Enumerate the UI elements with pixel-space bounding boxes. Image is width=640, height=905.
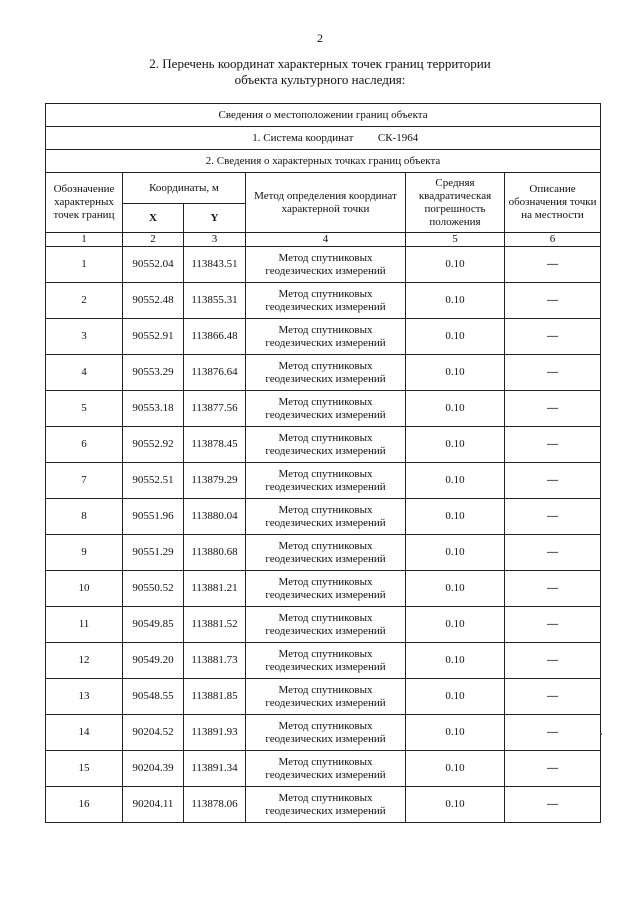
coord-x: 90551.29 (123, 535, 184, 571)
table-row (46, 535, 601, 571)
table-row (46, 463, 601, 499)
table-row (46, 571, 601, 607)
method: Метод спутниковых геодезических измерений (246, 499, 406, 535)
method: Метод спутниковых геодезических измерений (246, 427, 406, 463)
table-row (46, 751, 601, 787)
coord-system-label: 1. Система координат (252, 131, 354, 144)
table-row (46, 427, 601, 463)
coord-x: 90552.92 (123, 427, 184, 463)
coord-y: 113843.51 (184, 247, 246, 283)
stray-dot (600, 733, 602, 735)
point-number: 14 (46, 715, 123, 751)
column-number: 4 (246, 233, 406, 247)
coord-x: 90549.20 (123, 643, 184, 679)
table-row (46, 607, 601, 643)
error: 0.10 (406, 679, 505, 715)
method: Метод спутниковых геодезических измерений (246, 715, 406, 751)
point-number: 1 (46, 247, 123, 283)
coord-x: 90204.39 (123, 751, 184, 787)
section-heading (100, 56, 540, 88)
error: 0.10 (406, 643, 505, 679)
coord-y: 113881.73 (184, 643, 246, 679)
method: Метод спутниковых геодезических измерений (246, 751, 406, 787)
method: Метод спутниковых геодезических измерений (246, 643, 406, 679)
coord-y: 113855.31 (184, 283, 246, 319)
point-number: 4 (46, 355, 123, 391)
point-number: 6 (46, 427, 123, 463)
coordinates-table (45, 103, 601, 823)
coord-y: 113880.04 (184, 499, 246, 535)
table-row (46, 283, 601, 319)
section-heading-line-1: 2. Перечень координат характерных точек границ территории (149, 56, 491, 71)
description: — (505, 787, 601, 823)
point-number: 16 (46, 787, 123, 823)
error: 0.10 (406, 571, 505, 607)
table-row (46, 391, 601, 427)
coord-x: 90204.52 (123, 715, 184, 751)
coord-y: 113891.93 (184, 715, 246, 751)
header-designation: Обозначение характерных точек границ (46, 173, 123, 233)
table-row (46, 247, 601, 283)
header-description: Описание обозначения точки на местности (505, 173, 601, 233)
table-title: Сведения о местоположении границ объекта (46, 104, 601, 127)
point-number: 15 (46, 751, 123, 787)
coord-x: 90549.85 (123, 607, 184, 643)
coord-y: 113876.64 (184, 355, 246, 391)
table-row (46, 679, 601, 715)
error: 0.10 (406, 463, 505, 499)
description: — (505, 751, 601, 787)
header-method: Метод определения координат характерной точки (246, 173, 406, 233)
point-number: 2 (46, 283, 123, 319)
method: Метод спутниковых геодезических измерений (246, 247, 406, 283)
method: Метод спутниковых геодезических измерений (246, 463, 406, 499)
points-section-row (46, 150, 601, 173)
error: 0.10 (406, 283, 505, 319)
point-number: 12 (46, 643, 123, 679)
description: — (505, 607, 601, 643)
section-heading-line-2: объекта культурного наследия: (234, 72, 406, 87)
method: Метод спутниковых геодезических измерений (246, 571, 406, 607)
coord-system-value: СК-1964 (377, 131, 419, 144)
method: Метод спутниковых геодезических измерений (246, 607, 406, 643)
coord-y: 113891.34 (184, 751, 246, 787)
description: — (505, 355, 601, 391)
error: 0.10 (406, 427, 505, 463)
description: — (505, 283, 601, 319)
point-number: 8 (46, 499, 123, 535)
coord-x: 90553.18 (123, 391, 184, 427)
column-number: 5 (406, 233, 505, 247)
point-number: 7 (46, 463, 123, 499)
header-y: Y (184, 204, 246, 233)
coord-y: 113881.21 (184, 571, 246, 607)
method: Метод спутниковых геодезических измерений (246, 319, 406, 355)
table-row (46, 499, 601, 535)
coord-x: 90552.04 (123, 247, 184, 283)
coord-x: 90548.55 (123, 679, 184, 715)
column-number: 2 (123, 233, 184, 247)
column-number: 3 (184, 233, 246, 247)
table-row (46, 643, 601, 679)
point-number: 13 (46, 679, 123, 715)
points-section-label: 2. Сведения о характерных точках границ объекта (46, 150, 601, 173)
coord-x: 90552.48 (123, 283, 184, 319)
header-x: X (123, 204, 184, 233)
description: — (505, 715, 601, 751)
description: — (505, 643, 601, 679)
coord-system-row (46, 127, 601, 150)
coord-y: 113879.29 (184, 463, 246, 499)
column-number: 6 (505, 233, 601, 247)
coord-y: 113881.85 (184, 679, 246, 715)
error: 0.10 (406, 535, 505, 571)
page-number: 2 (317, 31, 323, 45)
point-number: 9 (46, 535, 123, 571)
description: — (505, 499, 601, 535)
method: Метод спутниковых геодезических измерений (246, 283, 406, 319)
coord-x: 90552.91 (123, 319, 184, 355)
description: — (505, 427, 601, 463)
error: 0.10 (406, 751, 505, 787)
header-coordinates: Координаты, м (123, 173, 246, 204)
description: — (505, 463, 601, 499)
coord-y: 113878.06 (184, 787, 246, 823)
coord-y: 113866.48 (184, 319, 246, 355)
method: Метод спутниковых геодезических измерений (246, 679, 406, 715)
table-title-row (46, 104, 601, 127)
header-row-1 (46, 173, 601, 204)
point-number: 5 (46, 391, 123, 427)
error: 0.10 (406, 391, 505, 427)
point-number: 10 (46, 571, 123, 607)
table-row (46, 715, 601, 751)
error: 0.10 (406, 715, 505, 751)
error: 0.10 (406, 787, 505, 823)
error: 0.10 (406, 247, 505, 283)
coord-x: 90204.11 (123, 787, 184, 823)
error: 0.10 (406, 355, 505, 391)
description: — (505, 571, 601, 607)
method: Метод спутниковых геодезических измерений (246, 355, 406, 391)
error: 0.10 (406, 499, 505, 535)
point-number: 11 (46, 607, 123, 643)
coord-x: 90553.29 (123, 355, 184, 391)
description: — (505, 247, 601, 283)
header-error: Средняя квадратическая погрешность положения (406, 173, 505, 233)
coord-x: 90551.96 (123, 499, 184, 535)
method: Метод спутниковых геодезических измерений (246, 787, 406, 823)
point-number: 3 (46, 319, 123, 355)
error: 0.10 (406, 607, 505, 643)
coord-y: 113881.52 (184, 607, 246, 643)
table-row (46, 355, 601, 391)
description: — (505, 319, 601, 355)
description: — (505, 679, 601, 715)
coord-x: 90552.51 (123, 463, 184, 499)
coord-y: 113878.45 (184, 427, 246, 463)
method: Метод спутниковых геодезических измерений (246, 535, 406, 571)
coord-y: 113877.56 (184, 391, 246, 427)
table-row (46, 319, 601, 355)
column-numbers-row (46, 233, 601, 247)
error: 0.10 (406, 319, 505, 355)
coord-x: 90550.52 (123, 571, 184, 607)
method: Метод спутниковых геодезических измерений (246, 391, 406, 427)
coord-y: 113880.68 (184, 535, 246, 571)
description: — (505, 391, 601, 427)
table-row (46, 787, 601, 823)
coord-system-cell (46, 127, 601, 150)
column-number: 1 (46, 233, 123, 247)
description: — (505, 535, 601, 571)
